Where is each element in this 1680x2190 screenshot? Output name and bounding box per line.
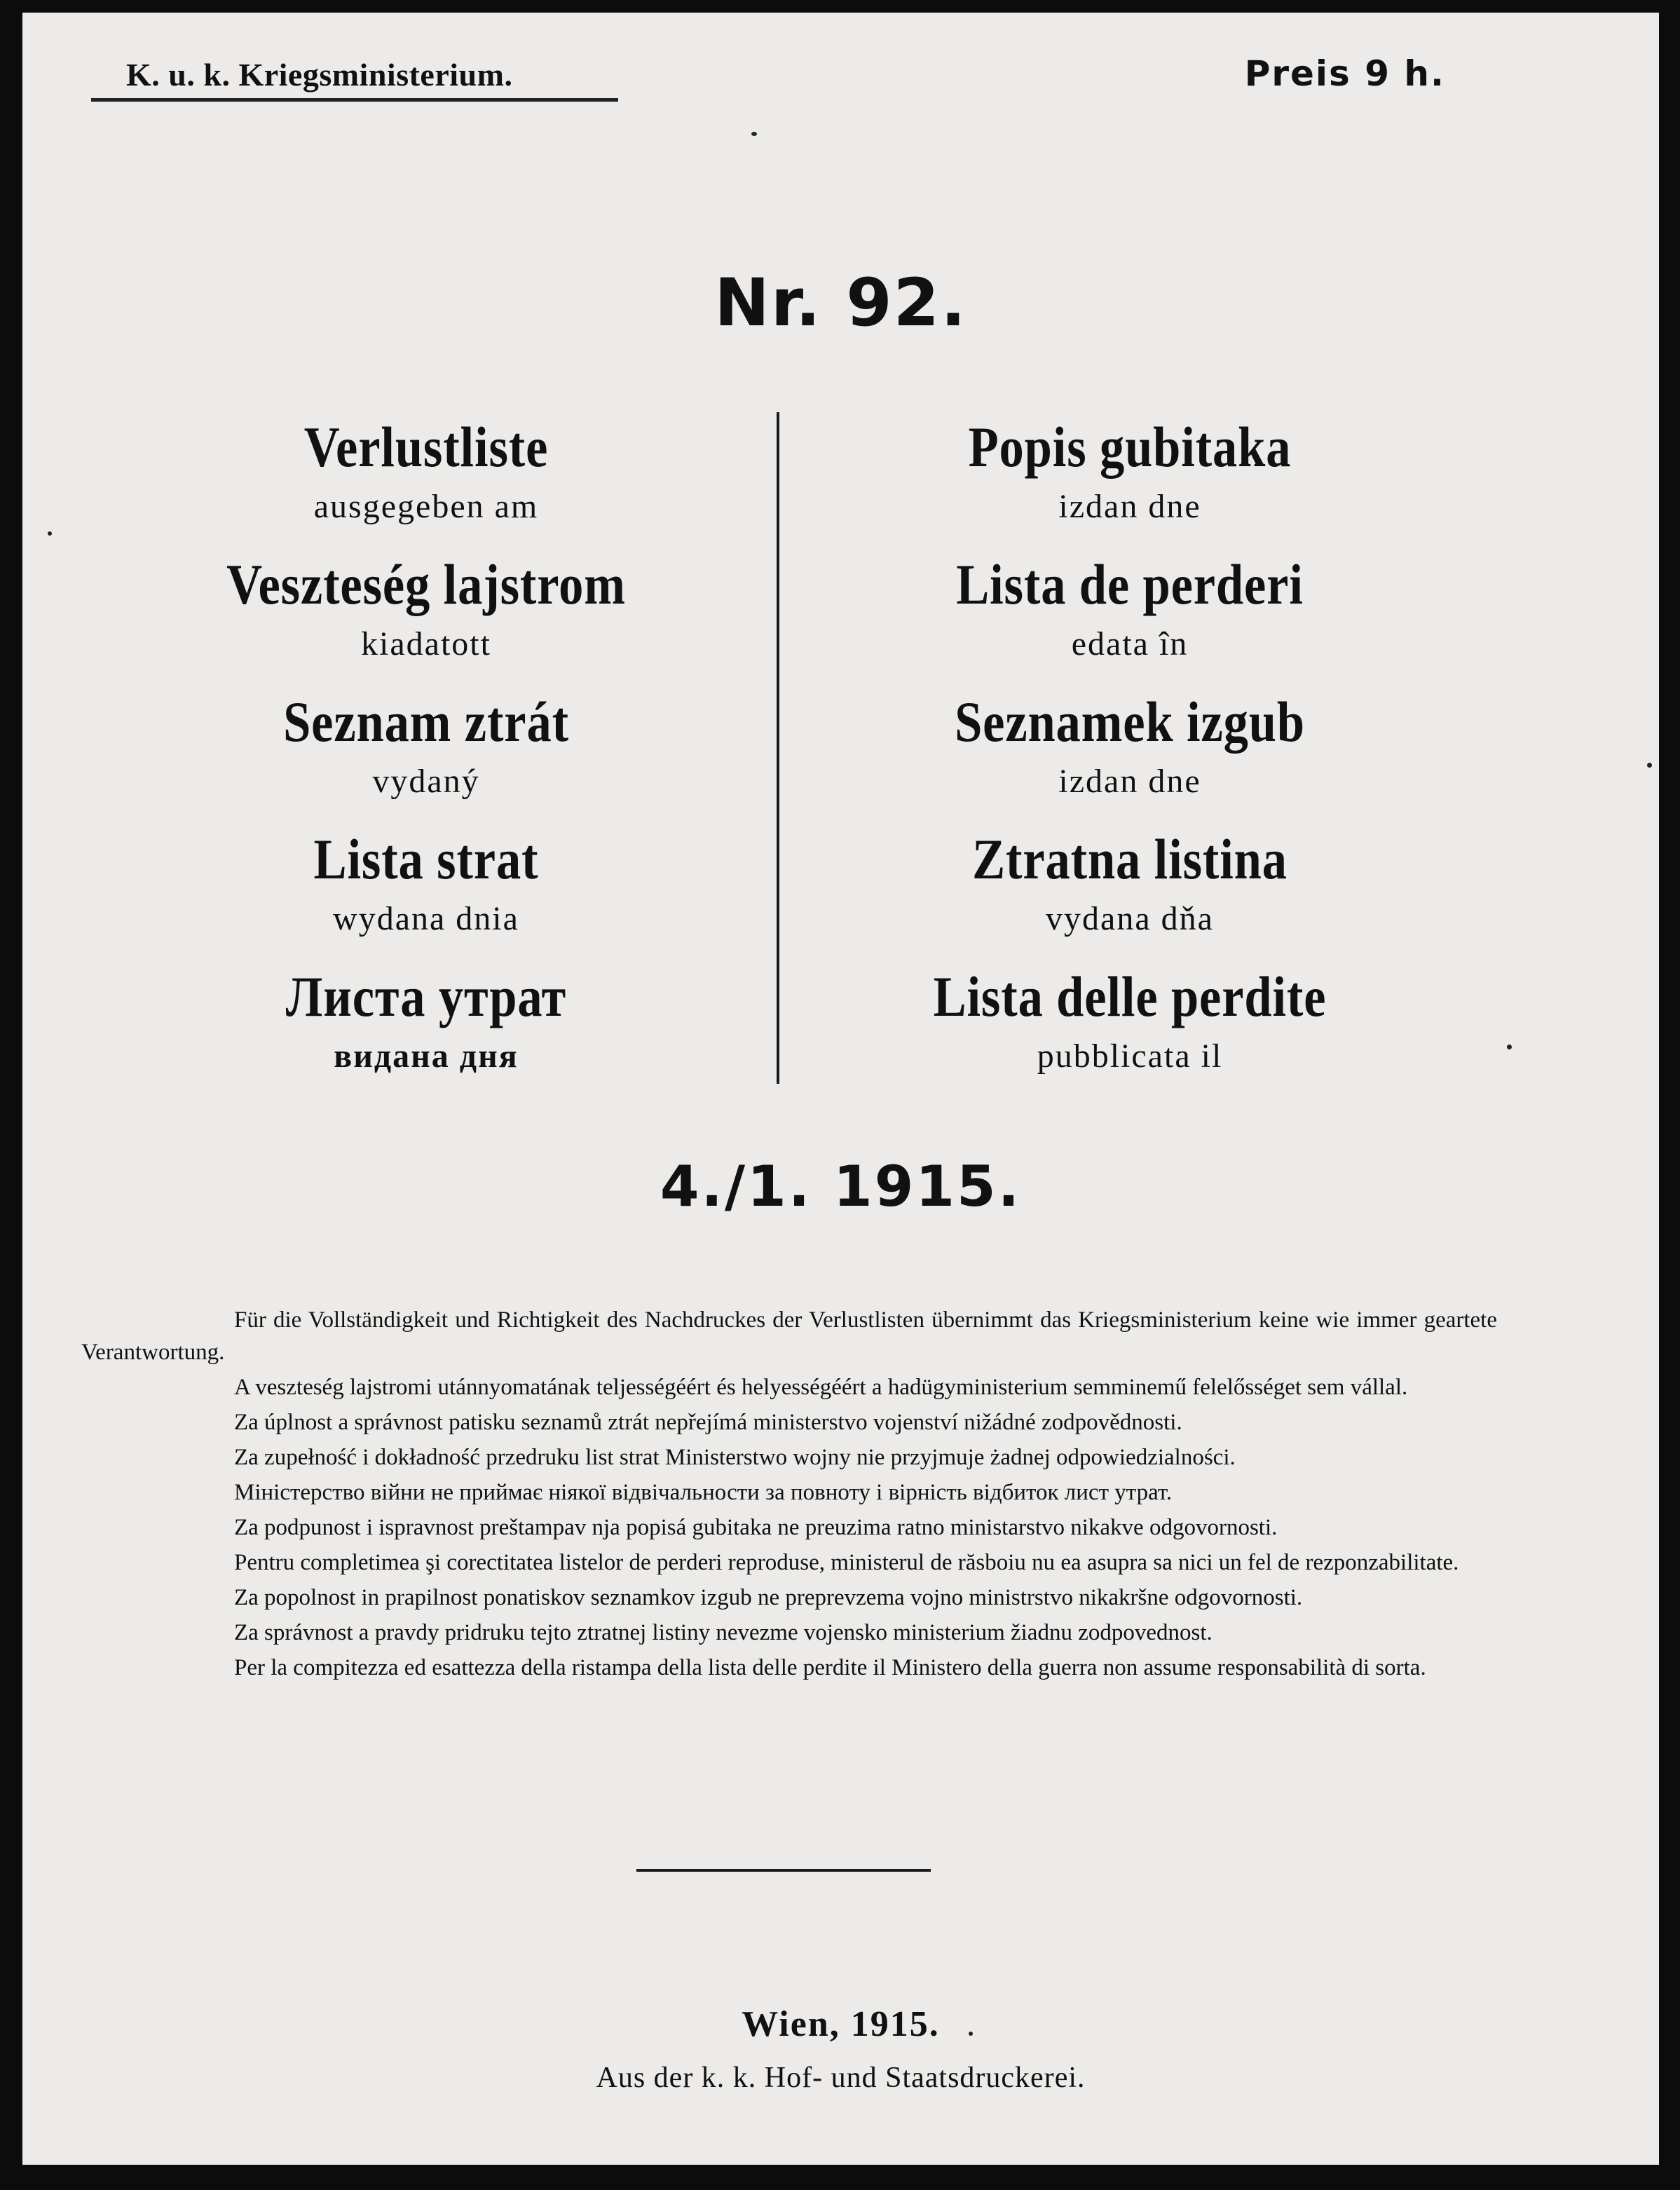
entry-title: Seznamek izgub [955, 690, 1305, 754]
disclaimer-croatian: Za podpunost i ispravnost preštampav nja popisá gubitaka ne preuzima ratno ministarstvo nikakve odgovornosti. [234, 1515, 1278, 1540]
entry-title: Seznam ztrát [283, 690, 569, 754]
disclaimer-block [81, 1304, 1497, 1687]
disclaimer-italian: Per la compitezza ed esattezza della ristampa della lista delle perdite il Ministero della guerra non assume responsabilità di sorta. [234, 1655, 1426, 1680]
disclaimer-slovenian: Za popolnost in prapilnost ponatiskov seznamkov izgub ne preprevzema vojno ministrstvo nikakršne odgovornosti. [234, 1585, 1303, 1610]
speck [1647, 763, 1652, 768]
entry-title: Lista strat [313, 827, 539, 891]
entry-subtitle: kiadatott [361, 625, 491, 662]
footer-rule [636, 1869, 931, 1872]
title-entry-slovak [779, 824, 1480, 962]
price-label: Preis 9 h. [1244, 53, 1445, 94]
entry-title: Veszteség lajstrom [226, 552, 626, 616]
disclaimer-czech: Za úplnost a správnost patisku seznamů ztrát nepřejímá ministerstvo vojenství nižádné zodpovědnosti. [234, 1410, 1182, 1435]
speck [751, 132, 757, 136]
title-entry-croatian [779, 412, 1480, 550]
publisher-name: K. u. k. Kriegsministerium. [126, 57, 513, 93]
imprint-city: Wien, 1915. [742, 2004, 940, 2044]
issue-date: 4./1. 1915. [660, 1154, 1022, 1219]
speck [1507, 1045, 1512, 1049]
entry-subtitle: pubblicata il [1037, 1038, 1223, 1075]
speck [48, 531, 52, 536]
entry-subtitle: edata în [1071, 625, 1189, 662]
entry-subtitle: izdan dne [1058, 763, 1201, 800]
issue-number: Nr. 92. [714, 265, 967, 341]
entry-subtitle: vydaný [372, 763, 480, 800]
title-entry-slovenian [779, 687, 1480, 824]
title-entry-italian [779, 962, 1480, 1099]
disclaimer-hungarian: A veszteség lajstromi utánnyomatának teljességéért és helyességéért a hadügyministerium semminemű felelősséget sem vállal. [234, 1375, 1408, 1400]
disclaimer-slovak: Za správnost a pravdy pridruku tejto ztratnej listiny nevezme vojensko ministerium žiadnu zodpovednost. [234, 1620, 1213, 1645]
entry-subtitle: izdan dne [1058, 488, 1201, 525]
entry-title: Lista de perderi [956, 552, 1304, 616]
entry-title: Ztratna listina [972, 827, 1288, 891]
title-column-left [76, 412, 777, 1099]
title-entry-polish [76, 824, 777, 962]
entry-subtitle: wydana dnia [333, 900, 519, 937]
entry-subtitle: vydana dňa [1046, 900, 1214, 937]
document-page [22, 13, 1659, 2165]
disclaimer-romanian: Pentru completimea şi corectitatea listelor de perderi reproduse, ministerul de răsboiu nu ea asupra sa nici un fel de rezponzabilitate. [234, 1550, 1459, 1575]
entry-title: Verlustliste [303, 415, 549, 479]
title-entry-czech [76, 687, 777, 824]
entry-subtitle: ausgegeben am [313, 488, 539, 525]
entry-title: Popis gubitaka [968, 415, 1292, 479]
entry-title: Листа утрат [285, 965, 567, 1028]
entry-title: Lista delle perdite [933, 965, 1327, 1028]
title-entry-hungarian [76, 550, 777, 687]
disclaimer-polish: Za zupełność i dokładność przedruku list strat Ministerstwo wojny nie przyjmuje żadnej odpowiedzialności. [234, 1445, 1236, 1470]
disclaimer-german: Für die Vollständigkeit und Richtigkeit des Nachdruckes der Verlustlisten übernimmt das Kriegsministerium keine wie immer geartete Verantwortung. [81, 1307, 1497, 1365]
title-entry-romanian [779, 550, 1480, 687]
entry-subtitle: видана дня [334, 1038, 519, 1075]
publisher-underline [91, 98, 618, 102]
title-entry-german [76, 412, 777, 550]
imprint-printer: Aus der k. k. Hof- und Staatsdruckerei. [596, 2062, 1086, 2094]
title-entry-ukrainian [76, 962, 777, 1099]
title-column-right [779, 412, 1480, 1099]
disclaimer-ukrainian: Міністерство війни не приймає ніякої відвічальности за повноту і вірність відбиток лист утрат. [234, 1480, 1173, 1505]
